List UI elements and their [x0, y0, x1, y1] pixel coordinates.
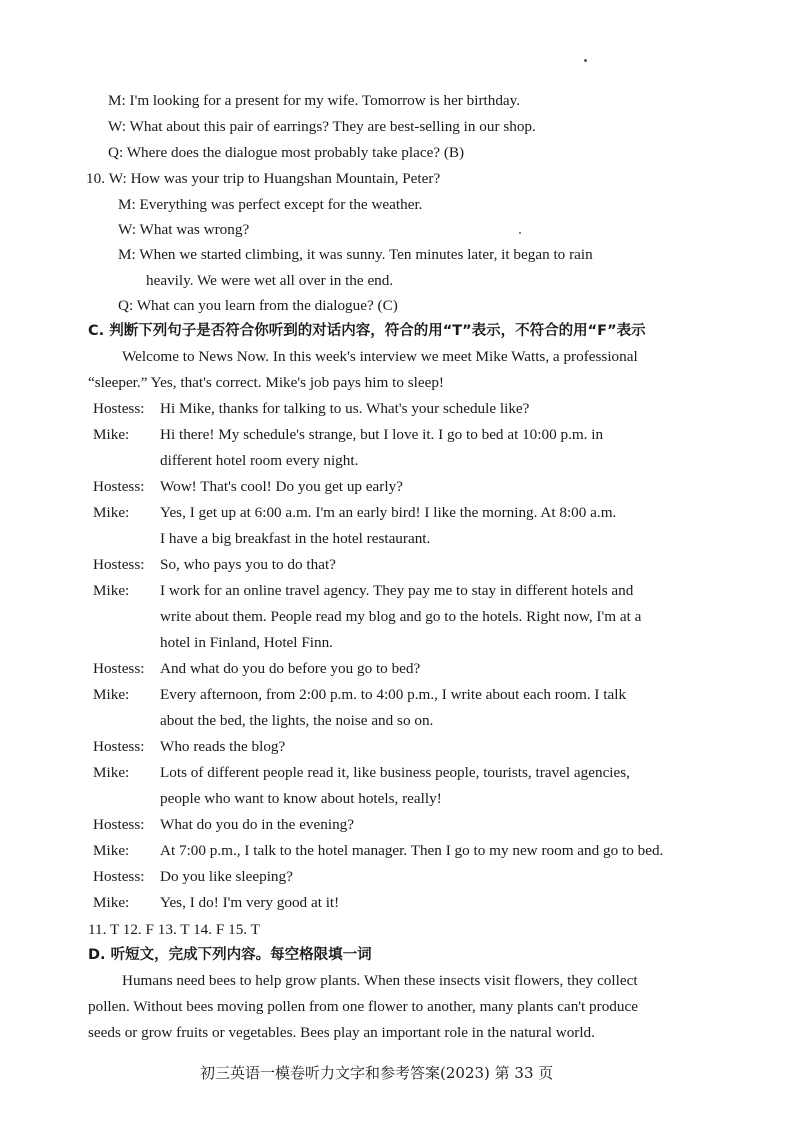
dialogue-text: Every afternoon, from 2:00 p.m. to 4:00 p.m., I write about each room. I talk	[160, 686, 627, 703]
dialogue-text: So, who pays you to do that?	[160, 556, 336, 573]
speaker-label: Mike:	[93, 764, 130, 781]
dialogue-text: write about them. People read my blog and go to the hotels. Right now, I'm at a	[160, 608, 642, 625]
dialogue-text: And what do you do before you go to bed?	[160, 660, 421, 677]
speaker-label: W:	[118, 221, 136, 238]
dialogue-text: At 7:00 p.m., I talk to the hotel manager. Then I go to my new room and go to bed.	[160, 842, 664, 859]
speaker-label: Hostess:	[93, 868, 145, 885]
speaker-label: Hostess:	[93, 660, 145, 677]
dialogue-text: How was your trip to Huangshan Mountain, Peter?	[130, 170, 441, 187]
speaker-label: Mike:	[93, 842, 130, 859]
dialogue-text: I have a big breakfast in the hotel restaurant.	[160, 530, 431, 547]
speaker-label: Mike:	[93, 582, 130, 599]
speaker-label: Hostess:	[93, 478, 145, 495]
dialogue-text: different hotel room every night.	[160, 452, 359, 469]
dialogue-text: about the bed, the lights, the noise and so on.	[160, 712, 434, 729]
dialogue-text: Do you like sleeping?	[160, 868, 293, 885]
section-d-paragraph-line: seeds or grow fruits or vegetables. Bees play an important role in the natural world.	[88, 1024, 595, 1041]
dialogue-line	[108, 143, 464, 163]
dialogue-text: When we started climbing, it was sunny. Ten minutes later, it began to rain	[139, 246, 593, 263]
dialogue-line	[118, 195, 422, 215]
scan-speck	[519, 232, 521, 234]
section-d-heading: D. 听短文，完成下列内容。每空格限填一词	[88, 947, 372, 963]
dialogue-text: people who want to know about hotels, really!	[160, 790, 442, 807]
dialogue-line	[118, 296, 398, 316]
speaker-label: Hostess:	[93, 556, 145, 573]
speaker-label: W:	[108, 118, 126, 135]
speaker-label: Q:	[118, 297, 134, 314]
page-footer: 初三英语一模卷听力文字和参考答案(2023) 第 33 页	[200, 1064, 554, 1082]
dialogue-line	[146, 271, 393, 291]
dialogue-line	[118, 245, 593, 265]
dialogue-line	[108, 91, 520, 111]
speaker-label: Hostess:	[93, 816, 145, 833]
dialogue-text: Yes, I get up at 6:00 a.m. I'm an early bird! I like the morning. At 8:00 a.m.	[160, 504, 617, 521]
section-d-paragraph-line: pollen. Without bees moving pollen from one flower to another, many plants can't produce	[88, 998, 638, 1015]
question-number: 10.	[86, 170, 105, 187]
speaker-label: W:	[108, 170, 127, 187]
section-d-paragraph-line: Humans need bees to help grow plants. When these insects visit flowers, they collect	[122, 972, 638, 989]
speaker-label: Mike:	[93, 504, 130, 521]
dialogue-text: What was wrong?	[139, 221, 250, 238]
dialogue-line	[118, 220, 249, 240]
dialogue-text: Everything was perfect except for the weather.	[139, 196, 423, 213]
dialogue-text: Lots of different people read it, like business people, tourists, travel agencies,	[160, 764, 630, 781]
speaker-label: Hostess:	[93, 738, 145, 755]
dialogue-text: Hi Mike, thanks for talking to us. What's your schedule like?	[160, 400, 530, 417]
dialogue-text: heavily. We were wet all over in the end.	[146, 272, 394, 289]
dialogue-text: What can you learn from the dialogue? (C)	[136, 297, 398, 314]
dialogue-text: I'm looking for a present for my wife. Tomorrow is her birthday.	[129, 92, 521, 109]
speaker-label: Mike:	[93, 426, 130, 443]
dialogue-text: Where does the dialogue most probably take place? (B)	[126, 144, 465, 161]
dialogue-text: I work for an online travel agency. They pay me to stay in different hotels and	[160, 582, 634, 599]
section-c-intro: Welcome to News Now. In this week's interview we meet Mike Watts, a professional	[122, 348, 638, 365]
speaker-label: Mike:	[93, 686, 130, 703]
section-c-intro: “sleeper.” Yes, that's correct. Mike's job pays him to sleep!	[88, 374, 444, 391]
dialogue-text: hotel in Finland, Hotel Finn.	[160, 634, 333, 651]
section-c-heading: C. 判断下列句子是否符合你听到的对话内容，符合的用“T”表示，不符合的用“F”表示	[88, 323, 646, 339]
speaker-label: Q:	[108, 144, 124, 161]
dialogue-line	[108, 117, 536, 137]
scan-speck	[584, 59, 587, 62]
dialogue-text: Yes, I do! I'm very good at it!	[160, 894, 340, 911]
question-10-line	[86, 169, 440, 189]
dialogue-text: What about this pair of earrings? They are best-selling in our shop.	[129, 118, 536, 135]
speaker-label: Hostess:	[93, 400, 145, 417]
dialogue-text: Who reads the blog?	[160, 738, 286, 755]
speaker-label: M:	[118, 196, 136, 213]
answer-key: 11. T 12. F 13. T 14. F 15. T	[88, 921, 260, 938]
dialogue-text: Hi there! My schedule's strange, but I love it. I go to bed at 10:00 p.m. in	[160, 426, 604, 443]
dialogue-text: Wow! That's cool! Do you get up early?	[160, 478, 403, 495]
speaker-label: M:	[108, 92, 126, 109]
speaker-label: M:	[118, 246, 136, 263]
speaker-label: Mike:	[93, 894, 130, 911]
dialogue-text: What do you do in the evening?	[160, 816, 355, 833]
